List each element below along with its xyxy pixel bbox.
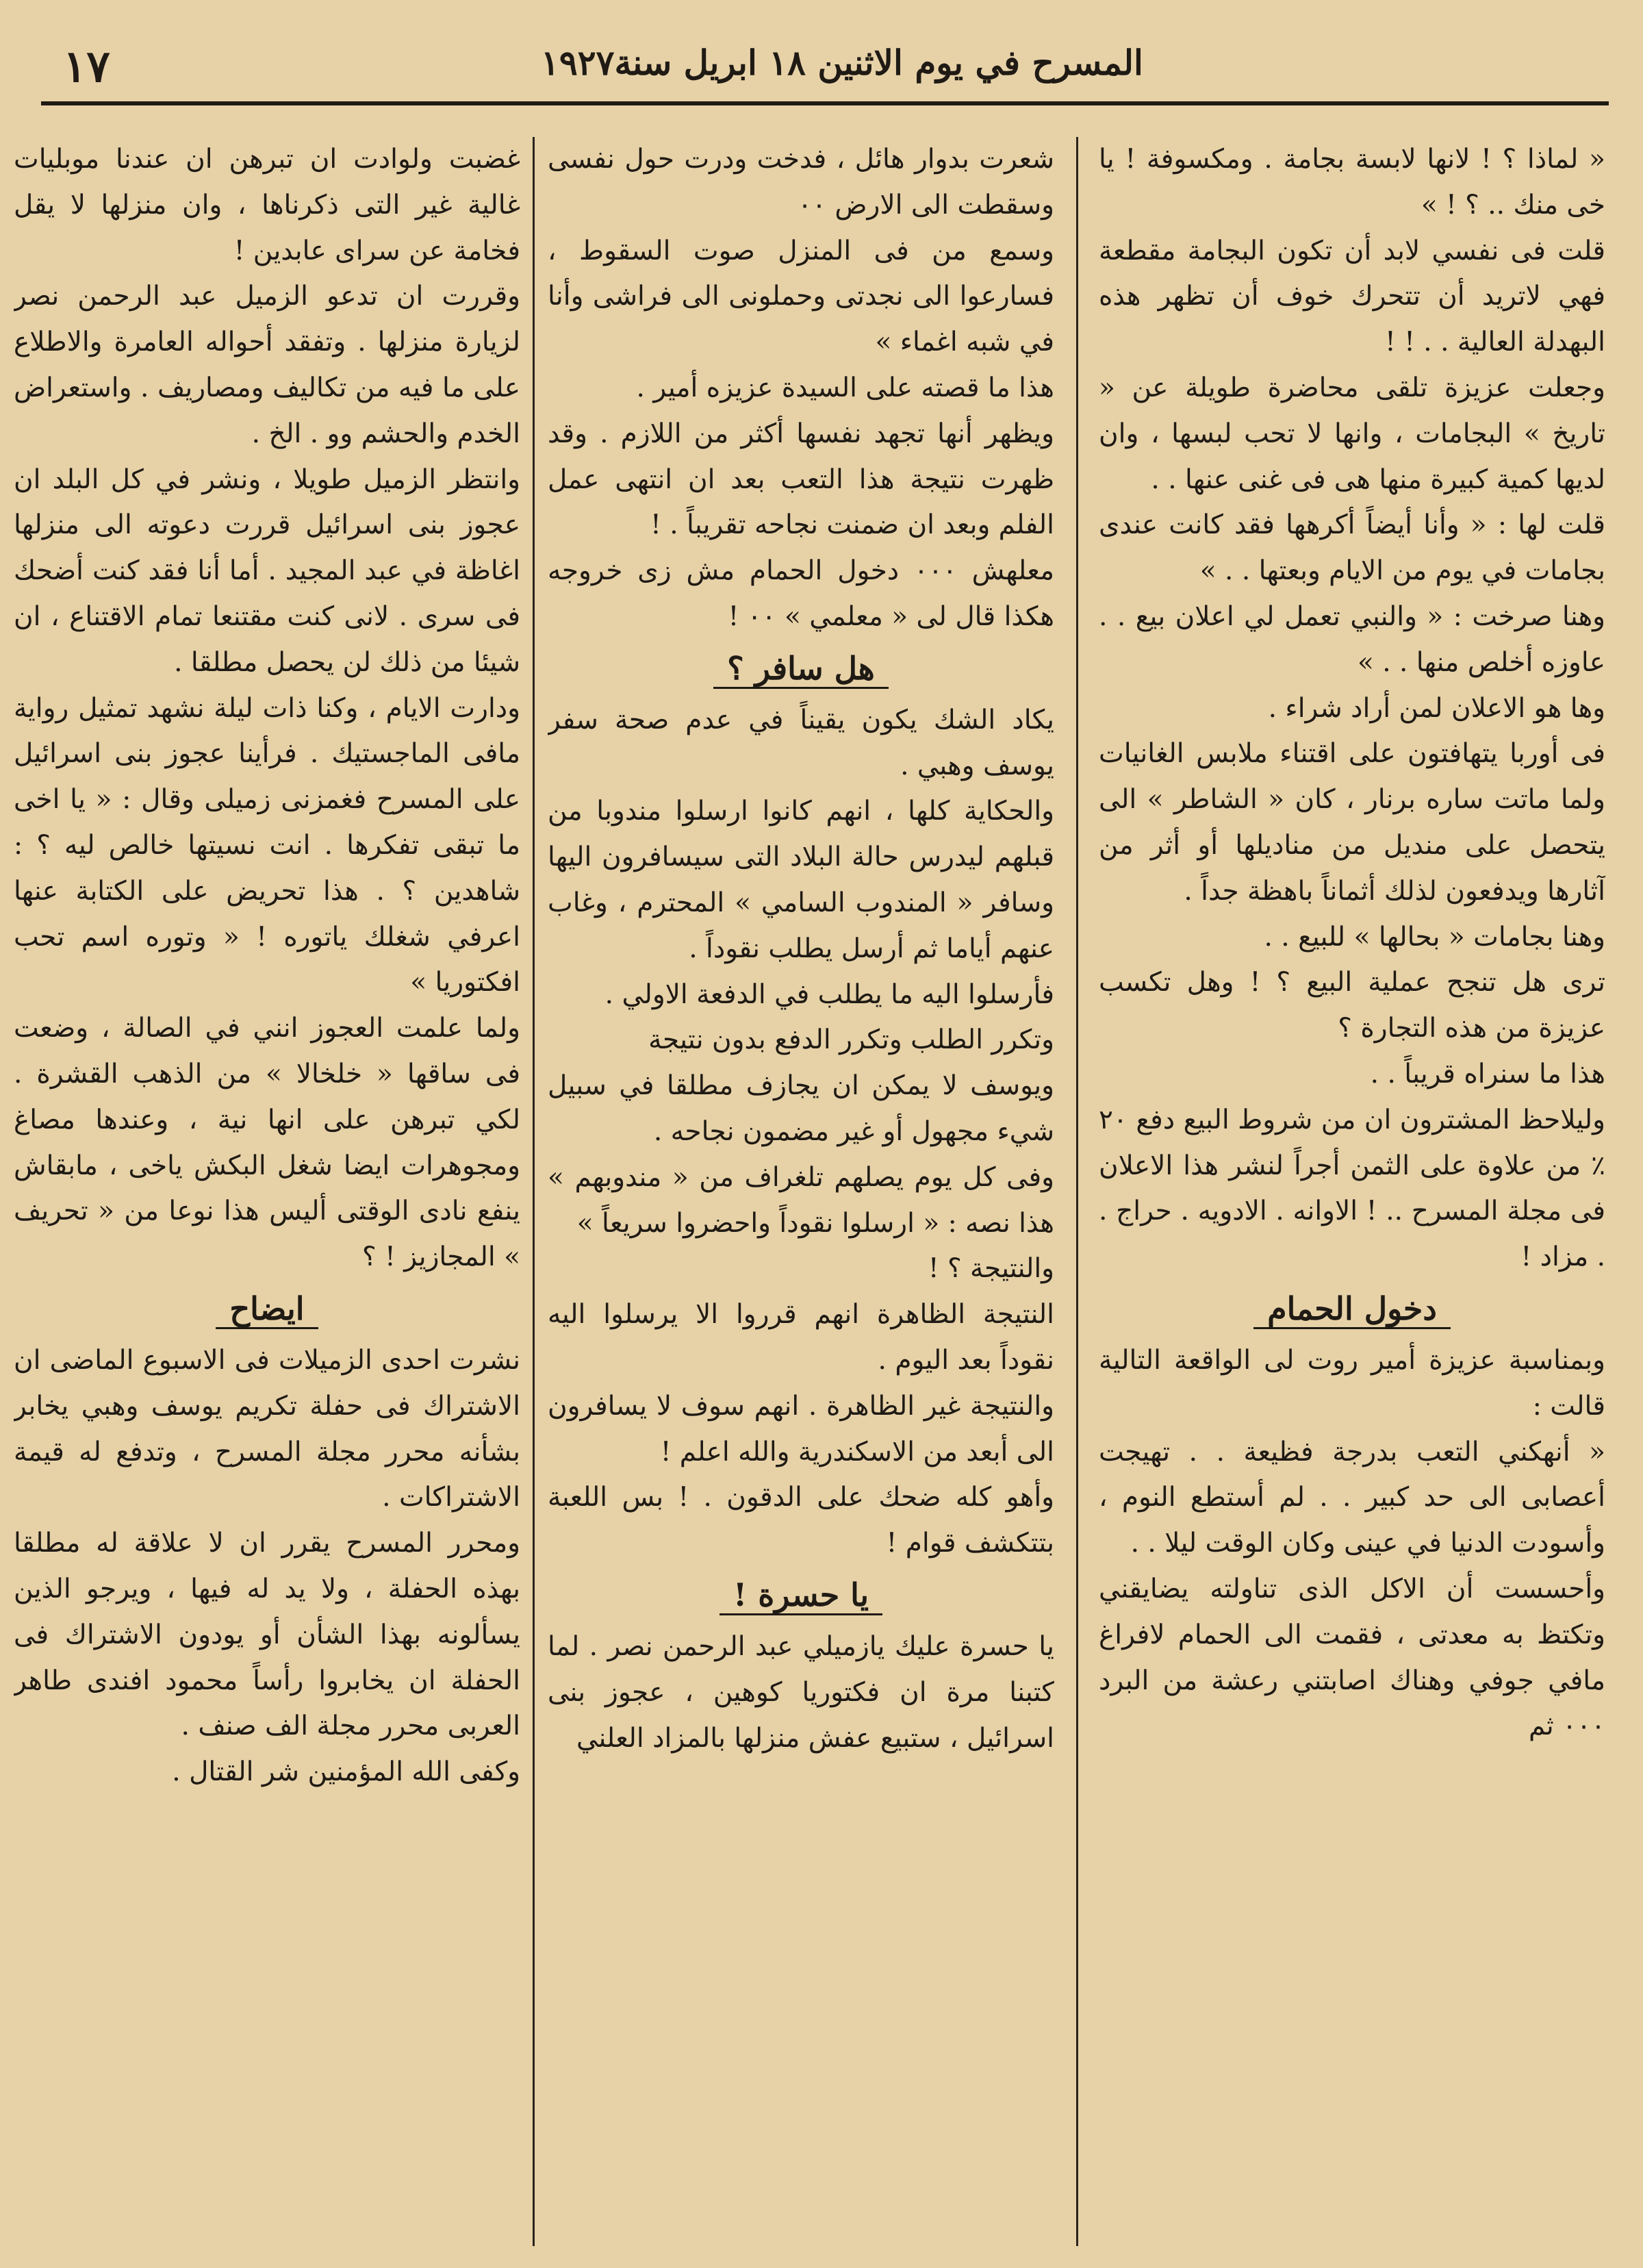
- paragraph: وانتظر الزميل طويلا ، ونشر في كل البلد ان عجوز بنى اسرائيل قررت دعوته الى منزلها اغاظة في عبد المجيد . أما أنا فقد كنت أضحك فى سرى . لانى كنت مقتنعا تمام الاقتناع ، ان شيئا من ذلك لن يحصل مطلقا .: [14, 464, 520, 678]
- paragraph: فأرسلوا اليه ما يطلب في الدفعة الاولي .: [604, 979, 1054, 1010]
- column-left: [14, 137, 520, 2246]
- paragraph: وكفى الله المؤمنين شر القتال .: [172, 1756, 520, 1788]
- paragraph: والنتيجة ؟ !: [928, 1253, 1054, 1285]
- running-title: المسرح في يوم الاثنين ١٨ ابريل سنة١٩٢٧: [541, 42, 1143, 83]
- paragraph: معلهش ٠٠٠ دخول الحمام مش زى خروجه هكذا قال لى « معلمي » ٠٠ !: [548, 555, 1054, 632]
- section-heading: [1099, 1283, 1605, 1334]
- paragraph: ودارت الايام ، وكنا ذات ليلة نشهد تمثيل رواية مافى الماجستيك . فرأينا عجوز بنى اسرائيل على المسرح فغمزنى زميلى وقال : « يا اخى ما تبقى تفكرها . انت نسيتها خالص ليه ؟ : شاهدين ؟ . هذا تحريض على الكتابة عنها اعرفي شغلك ياتوره ! « وتوره اسم تحب افكتوريا »: [14, 692, 520, 998]
- paragraph: شعرت بدوار هائل ، فدخت ودرت حول نفسى وسقطت الى الارض ٠٠: [548, 144, 1054, 220]
- paragraph: وفى كل يوم يصلهم تلغراف من « مندوبهم » هذا نصه : « ارسلوا نقوداً واحضروا سريعاً »: [548, 1161, 1054, 1239]
- paragraph: وأهو كله ضحك على الدقون . ! بس اللعبة بتتكشف قوام !: [548, 1482, 1054, 1559]
- paragraph: ولما علمت العجوز انني في الصالة ، وضعت فى ساقها « خلخالا » من الذهب القشرة . لكي تبرهن على انها نية ، وعندها مصاغ ومجوهرات ايضا شغل البكش ياخى ، مابقاش ينفع نادى الوقتى أليس هذا نوعا من « تحريف » المجازيز ! ؟: [14, 1013, 520, 1273]
- paragraph: فى أوربا يتهافتون على اقتناء ملابس الغانيات ولما ماتت ساره برنار ، كان « الشاطر » الى يتحصل على منديل من مناديلها أو أثر من آثارها ويدفعون لذلك أثماناً باهظة جداً .: [1099, 738, 1605, 907]
- paragraph: هذا ما قصته على السيدة عزيزه أمير .: [636, 372, 1054, 403]
- paragraph: « أنهكني التعب بدرجة فظيعة . . تهيجت أعصابى الى حد كبير . . لم أستطع النوم ، وأسودت الدنيا في عينى وكان الوقت ليلا . .: [1099, 1436, 1605, 1559]
- section-heading-text: هل سافر ؟: [713, 650, 888, 689]
- paragraph: ومحرر المسرح يقرر ان لا علاقة له مطلقا بهذه الحفلة ، ولا يد له فيها ، ويرجو الذين يسألونه بهذا الشأن أو يودون الاشتراك فى الحفلة ان يخابروا رأساً محمود افندى طاهر العربى محرر مجلة الف صنف .: [14, 1528, 520, 1742]
- paragraph: ويوسف لا يمكن ان يجازف مطلقا في سبيل شيء مجهول أو غير مضمون نجاحه .: [548, 1070, 1054, 1147]
- header-rule: [41, 101, 1609, 105]
- paragraph: والنتيجة غير الظاهرة . انهم سوف لا يسافرون الى أبعد من الاسكندرية والله اعلم !: [548, 1390, 1054, 1467]
- section-heading-text: يا حسرة !: [719, 1576, 882, 1615]
- paragraph: يكاد الشك يكون يقيناً في عدم صحة سفر يوسف وهبي .: [548, 704, 1054, 781]
- paragraph: وتكرر الطلب وتكرر الدفع بدون نتيجة: [648, 1024, 1054, 1056]
- section-heading: [548, 1570, 1054, 1620]
- section-heading-text: ايضاح: [216, 1290, 318, 1329]
- column-middle: [548, 137, 1054, 2246]
- column-divider: [533, 137, 535, 2246]
- paragraph: وقررت ان تدعو الزميل عبد الرحمن نصر لزيارة منزلها . وتفقد أحواله العامرة والاطلاع على ما فيه من تكاليف ومصاريف . واستعراض الخدم والحشم وو . الخ .: [14, 281, 520, 449]
- paragraph: وسمع من فى المنزل صوت السقوط ، فسارعوا الى نجدتى وحملونى الى فراشى وأنا في شبه اغماء »: [548, 235, 1054, 358]
- paragraph: وها هو الاعلان لمن أراد شراء .: [1268, 692, 1605, 724]
- column-right: [1099, 137, 1605, 2246]
- paragraph: وليلاحظ المشترون ان من شروط البيع دفع ٢٠ ٪ من علاوة على الثمن أجراً لنشر هذا الاعلان فى مجلة المسرح .. ! الاوانه . الادويه . حراج . . مزاد !: [1099, 1104, 1605, 1273]
- paragraph: النتيجة الظاهرة انهم قرروا الا يرسلوا اليه نقوداً بعد اليوم .: [548, 1299, 1054, 1376]
- page-number: ١٧: [63, 41, 110, 92]
- paragraph: والحكاية كلها ، انهم كانوا ارسلوا مندوبا من قبلهم ليدرس حالة البلاد التى سيسافرون اليها وسافر « المندوب السامي » المحترم ، وغاب عنهم أياما ثم أرسل يطلب نقوداً .: [548, 796, 1054, 964]
- paragraph: قلت لها : « وأنا أيضاً أكرهها فقد كانت عندى بجامات في يوم من الايام وبعتها . . »: [1099, 509, 1605, 587]
- paragraph: نشرت احدى الزميلات فى الاسبوع الماضى ان الاشتراك فى حفلة تكريم يوسف وهبي يخابر بشأنه محرر مجلة المسرح ، وتدفع له قيمة الاشتراكات .: [14, 1344, 520, 1513]
- paragraph: وجعلت عزيزة تلقى محاضرة طويلة عن « تاريخ » البجامات ، وانها لا تحب لبسها ، وان لديها كمية كبيرة منها هى فى غنى عنها . .: [1099, 372, 1605, 495]
- paragraph: ويظهر أنها تجهد نفسها أكثر من اللازم . وقد ظهرت نتيجة هذا التعب بعد ان انتهى عمل الفلم وبعد ان ضمنت نجاحه تقريباً . !: [548, 418, 1054, 541]
- section-heading-text: دخول الحمام: [1253, 1290, 1451, 1329]
- paragraph: وهنا بجامات « بحالها » للبيع . .: [1264, 921, 1605, 953]
- paragraph: وهنا صرخت : « والنبي تعمل لي اعلان بيع . . عاوزه أخلص منها . . »: [1099, 601, 1605, 678]
- section-heading: [14, 1283, 520, 1334]
- column-divider: [1076, 137, 1078, 2246]
- paragraph: وأحسست أن الاكل الذى تناولته يضايقني وتكتظ به معدتى ، فقمت الى الحمام لافراغ مافي جوفي وهناك اصابتني رعشة من البرد ٠٠٠ ثم: [1099, 1573, 1605, 1742]
- paragraph: قلت فى نفسي لابد أن تكون البجامة مقطعة فهي لاتريد أن تتحرك خوف أن تظهر هذه البهدلة العالية . . ! !: [1099, 235, 1605, 358]
- paragraph: يا حسرة عليك يازميلي عبد الرحمن نصر . لما كتبنا مرة ان فكتوريا كوهين ، عجوز بنى اسرائيل ، ستبيع عفش منزلها بالمزاد العلني: [548, 1630, 1054, 1754]
- paragraph: ترى هل تنجح عملية البيع ؟ ! وهل تكسب عزيزة من هذه التجارة ؟: [1099, 967, 1605, 1044]
- paragraph: وبمناسبة عزيزة أمير روت لى الواقعة التالية قالت :: [1099, 1344, 1605, 1422]
- paragraph: هذا ما سنراه قريباً . .: [1370, 1058, 1605, 1089]
- paragraph: غضبت ولوادت ان تبرهن ان عندنا موبليات غالية غير التى ذكرناها ، وان منزلها لا يقل فخامة عن سراى عابدين !: [14, 144, 520, 266]
- section-heading: [548, 643, 1054, 694]
- paragraph: « لماذا ؟ ! لانها لابسة بجامة . ومكسوفة ! يا خى منك .. ؟ ! »: [1099, 144, 1605, 220]
